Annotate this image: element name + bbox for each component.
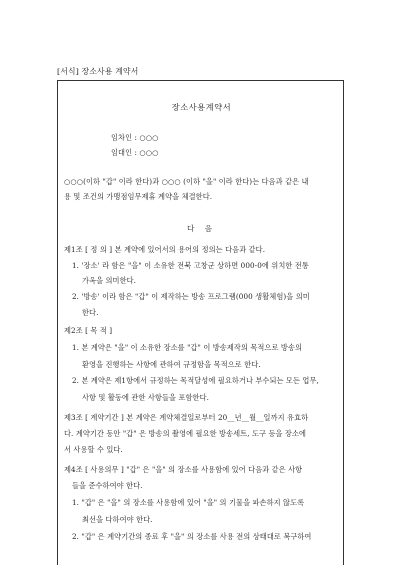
article-line: 사항 및 활동에 관한 사항들을 포함한다.: [82, 393, 209, 402]
article-line: 2. 본 계약은 제1항에서 규정하는 목적달성에 필요하거나 부수되는 모든 업무,: [72, 376, 319, 385]
article-line: 최선을 다하여야 한다.: [82, 515, 153, 524]
article-line: 다. 계약기간 동안 "갑" 은 방송의 촬영에 필요한 방송세트, 도구 등을 장소에: [64, 429, 307, 438]
intro-line: 용 및 조건의 가맹점임무제휴 계약을 체결한다.: [64, 192, 213, 201]
article-line: 들을 준수하여야 한다.: [72, 481, 143, 490]
article-1-title: 제1조 [ 정 의 ] 본 계약에 있어서의 용어의 정의는 다음과 같다.: [64, 245, 266, 254]
intro-line: ○○○(이하 "갑" 이라 한다)과 ○○○ (이하 "을" 이라 한다)는 다음과 같은 내: [64, 177, 309, 186]
form-label: [서식] 장소사용 계약서: [57, 67, 139, 76]
contract-frame: [57, 80, 344, 565]
article-line: 1. 본 계약은 "을" 이 소유한 장소를 "갑" 이 방송제작의 목적으로 방송의: [72, 343, 303, 352]
article-2-title: 제2조 [ 목 적 ]: [64, 326, 113, 335]
article-line: 1. "갑" 은 "을" 의 장소를 사용함에 있어 "을" 의 기물을 파손하지 않도록: [72, 498, 305, 507]
article-line: 한다.: [82, 308, 99, 317]
article-line: 1. '장소' 라 함은 "을" 이 소유한 전북 고창군 상하면 000-0에 위치한 전통: [72, 261, 309, 270]
lessee-line: 임대인 : ○○○: [111, 148, 159, 157]
article-line: 2. '방송' 이라 함은 "갑" 이 제작하는 방송 프로그램(000 생활체험)을 의미: [72, 292, 310, 301]
article-line: 2. "갑" 은 계약기간의 종료 후 "을" 의 장소를 사용 전의 상태대로 복구하여: [72, 532, 312, 541]
document-title: 장소사용계약서: [171, 102, 232, 112]
lessor-line: 임차인 : ○○○: [111, 133, 159, 142]
article-line: 서 사용할 수 있다.: [64, 445, 123, 454]
article-3-title: 제3조 [ 계약기간 ] 본 계약은 계약체결일로부터 20__년__월__일까지 유효하: [64, 413, 309, 422]
section-heading: 다 음: [186, 224, 217, 233]
article-4-title: 제4조 [ 사용의무 ] "갑" 은 "을" 의 장소를 사용함에 있어 다음과 같은 사항: [64, 465, 303, 474]
article-line: 가옥을 의미한다.: [82, 276, 137, 285]
article-line: 환영을 진행하는 사항에 관하여 규정함을 목적으로 한다.: [82, 360, 261, 369]
